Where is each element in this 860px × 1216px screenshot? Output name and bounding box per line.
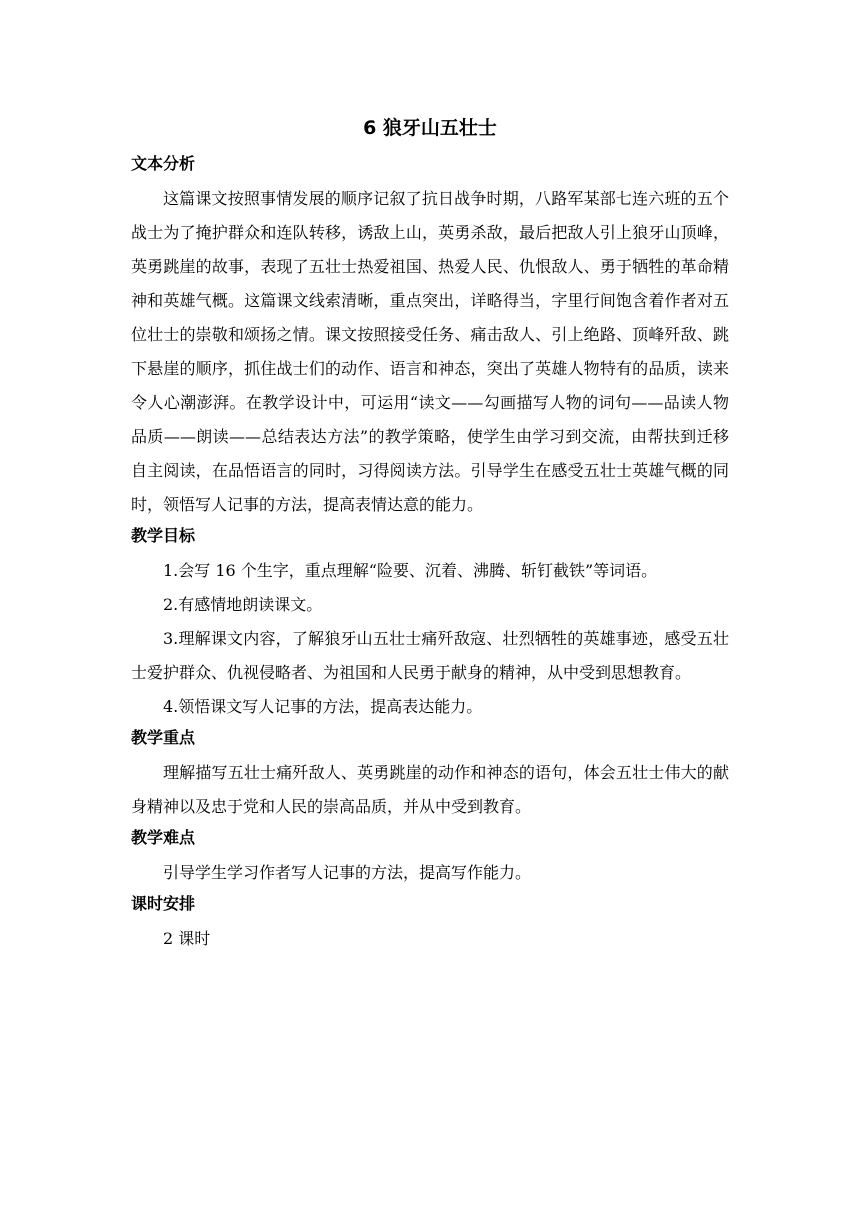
key-paragraph: 理解描写五壮士痛歼敌人、英勇跳崖的动作和神态的语句，体会五壮士伟大的献身精神以及忠于党和人民的崇高品质，并从中受到教育。 — [131, 763, 729, 816]
section-heading: 教学重点 — [131, 728, 196, 747]
goal-item: 3.理解课文内容，了解狼牙山五壮士痛歼敌寇、壮烈牺牲的英雄事迹，感受五壮士爱护群众、仇视侵略者、为祖国和人民勇于献身的精神，从中受到思想教育。 — [131, 629, 729, 682]
difficulty-paragraph: 引导学生学习作者写人记事的方法，提高写作能力。 — [163, 863, 532, 882]
section-teaching-difficulty — [131, 826, 729, 890]
analysis-paragraph: 这篇课文按照事情发展的顺序记叙了抗日战争时期，八路军某部七连六班的五个战士为了掩护群众和连队转移，诱敌上山，英勇杀敌，最后把敌人引上狼牙山顶峰，英勇跳崖的故事，表现了五壮士热爱祖国、热爱人民、仇恨敌人、勇于牺牲的革命精神和英雄气概。这篇课文线索清晰，重点突出，详略得当，字里行间饱含着作者对五位壮士的崇敬和颂扬之情。课文按照接受任务、痛击敌人、引上绝路、顶峰歼敌、跳下悬崖的顺序，抓住战士们的动作、语言和神态，突出了英雄人物特有的品质，读来令人心潮澎湃。在教学设计中，可运用“读文——勾画描写人物的词句——品读人物品质——朗读——总结表达方法”的教学策略，使学生由学习到交流，由帮扶到迁移自主阅读，在品悟语言的同时，习得阅读方法。引导学生在感受五壮士英雄气概的同时，领悟写人记事的方法，提高表情达意的能力。 — [131, 189, 729, 514]
section-text-analysis — [131, 152, 729, 522]
document-body — [131, 152, 729, 956]
section-heading: 文本分析 — [131, 154, 196, 173]
goal-item: 2.有感情地朗读课文。 — [163, 595, 323, 614]
schedule-paragraph: 2 课时 — [163, 929, 211, 948]
goal-item: 1.会写 16 个生字，重点理解“险要、沉着、沸腾、斩钉截铁”等词语。 — [163, 561, 658, 580]
section-schedule — [131, 892, 729, 956]
section-teaching-key — [131, 726, 729, 824]
section-heading: 教学目标 — [131, 526, 196, 545]
goal-item: 4.领悟课文写人记事的方法，提高表达能力。 — [163, 697, 483, 716]
section-heading: 课时安排 — [131, 894, 196, 913]
page-title: 6 狼牙山五壮士 — [363, 117, 497, 139]
section-teaching-goals — [131, 524, 729, 724]
section-heading: 教学难点 — [131, 828, 196, 847]
